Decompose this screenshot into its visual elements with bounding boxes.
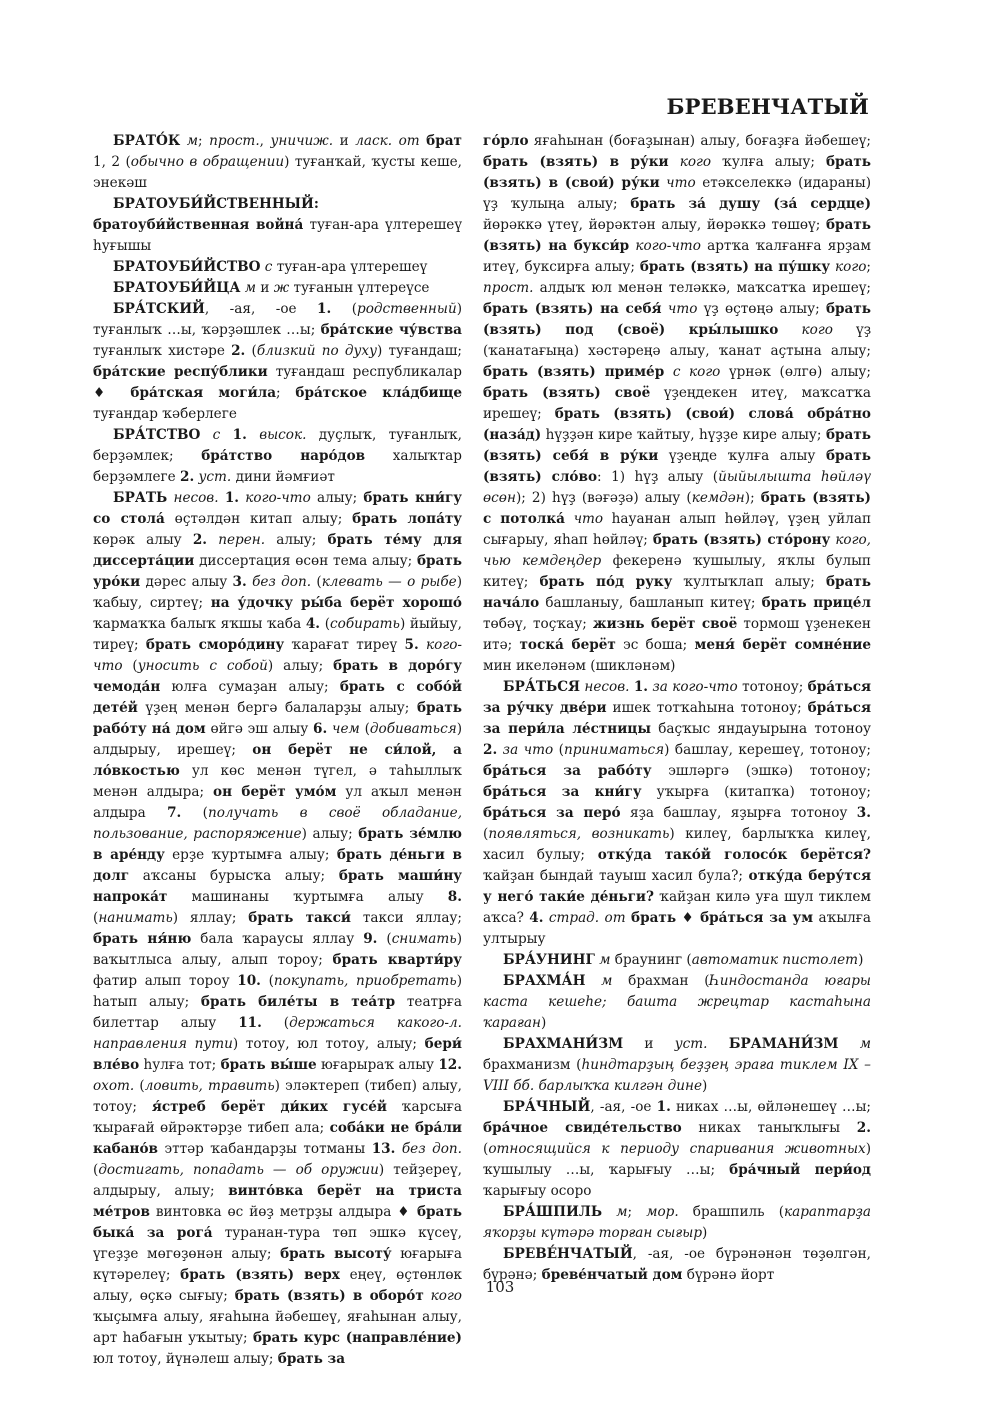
dictionary-entry: БРА́ЧНЫЙ, -ая, -ое 1. никах …ы, өйләнешеү …ы; бра́чное свиде́тельство никах таныҡлығы 2. (относящийся к периоду спаривания животных) ҡушылыу …ы, ҡарығыу …ы; бра́чный пери́од ҡарығыу осоро — [483, 1099, 871, 1199]
dictionary-entry: БРАТОУБИ́ЙЦА м и ж туғанын үлтереүсе — [113, 280, 430, 296]
dictionary-entry: БРЕВЕ́НЧАТЫЙ, -ая, -ое бүрәнәнән төҙөлгән, бүрәнә; бреве́нчатый дом бүрәнә йорт — [483, 1246, 871, 1283]
dictionary-entry: БРА́ТСТВО с 1. высок. дуҫлыҡ, туғанлыҡ, берҙәмлек; бра́тство наро́дов халыҡтар берҙәмлеге 2. уст. дини йәмғиәт — [93, 427, 462, 485]
left-column — [93, 131, 462, 1370]
dictionary-entry: БРАТО́К м; прост., уничиж. и ласк. от брат 1, 2 (обычно в обращении) туғанҡай, ҡусты кеше, энекәш — [93, 133, 462, 191]
right-column — [483, 131, 871, 1286]
dictionary-entry: БРАТОУБИ́ЙСТВЕННЫЙ: братоуби́йственная война́ туған-ара үлтерешеү һуғышы — [93, 196, 462, 254]
dictionary-entry: БРАТЬ несов. 1. кого-что алыу; брать кни́гу со стола́ өҫтәлдән китап алыу; брать лопа́ту көрәк алыу 2. перен. алыу; брать те́му для диссерта́ции диссертация өсөн тема алыу; брать уро́ки дәрес алыу 3. без доп. (клевать — о рыбе) ҡабыу, сиртеү; на у́дочку ры́ба берёт хорошо́ ҡармаҡҡа балыҡ яҡшы ҡаба 4. (собирать) йыйыу, тиреү; брать сморо́дину ҡарағат тиреү 5. кого-что (уносить с собой) алыу; брать в доро́гу чемода́н юлға сумаҙан алыу; брать с собо́й дете́й үҙең менән бергә балаларҙы алыу; брать рабо́ту на́ дом өйгә эш алыу 6. чем (добиваться) алдырыу, ирешеү; он берёт не си́лой, а ло́вкостью ул көс менән түгел, ә таһыллыҡ менән алдыра; он берёт умо́м ул аҡыл менән алдыра 7. (получать в своё обладание, пользование, распоряжение) алыу; брать зе́млю в аре́нду ерҙе ҡуртымға алыу; брать де́ньги в долг аҡсаны бурысҡа алыу; брать маши́ну напрока́т машинаны ҡуртымға алыу 8. (нанимать) яллау; брать такси́ такси яллау; брать ня́ню бала ҡараусы яллау 9. (снимать) ваҡытлыса алыу, алып тороу; брать кварти́ру фатир алып тороу 10. (покупать, приобретать) һатып алыу; брать биле́ты в теа́тр театрға билеттар алыу 11. (держаться какого-л. направления пути) тотоу, юл тотоу, алыу; бери́ вле́во һулға тот; брать вы́ше юғарыраҡ алыу 12. охот. (ловить, травить) эләктереп (тибеп) алыу, тотоу; я́стреб берёт ди́ких гусе́й ҡарсыға ҡырағай өйрәктәрҙе тибеп ала; соба́ки не бра́ли кабано́в эттәр ҡабандарҙы тотманы 13. без доп. (достигать, попадать — об оружии) тейҙереү, алдырыу, алыу; винто́вка берёт на триста ме́тров винтовка өс йөҙ метрҙы алдыра ♦ брать быка́ за рога́ туранан-тура төп эшкә күсеү, үгеҙҙе мөгөҙөнән алыу; брать высоту́ юғарыға күтәрелеү; брать (взять) верх еңеү, өҫтөнлөк алыу, өҫкә сығыу; брать (взять) в оборо́т кого ҡыҫымға алыу, яғаһына йәбешеү, яғаһынан алыу, арт һабағын уҡытыу; брать курс (направле́ние) юл тотоу, йүнәлеш алыу; брать за — [93, 490, 463, 1367]
dictionary-entry: БРАТОУБИ́ЙСТВО с туған-ара үлтерешеү — [113, 259, 428, 275]
running-head: БРЕВЕНЧАТЫЙ — [666, 94, 869, 119]
dictionary-entry: БРАХМА́Н м брахман (Һиндостанда юғары каста кешеһе; башта жрецтар кастаһына ҡараған) — [483, 973, 872, 1031]
dictionary-entry: БРА́УНИНГ м браунинг (автоматик пистолет) — [503, 952, 864, 968]
dictionary-entry: БРА́ТЬСЯ несов. 1. за кого-что тотоноу; бра́ться за ру́чку две́ри ишек тотҡаһына тотоноу; бра́ться за пери́ла ле́стницы баҫҡыс яндауырына тотоноу 2. за что (приниматься) башлау, керешеү, тотоноу; бра́ться за рабо́ту эшләргә (эшкә) тотоноу; бра́ться за кни́гу уҡырға (китапҡа) тотоноу; бра́ться за перо́ яҙа башлау, яҙырға тотоноу 3. (появляться, возникать) килеү, барлыҡҡа килеү, хасил булыу; отку́да тако́й голосо́к берётся? ҡайҙан бындай тауыш хасил була?; отку́да беру́тся у него́ таки́е де́ньги? ҡайҙан килә уға шул тиклем аҡса? 4. страд. от брать ♦ бра́ться за ум аҡылға ултырыу — [483, 679, 872, 947]
dictionary-entry: го́рло яғаһынан (боғаҙынан) алыу, боғаҙға йәбешеү; брать (взять) в ру́ки кого ҡулға алыу; брать (взять) в (свои́) ру́ки что етәкселеккә (идараны) үҙ ҡулыңа алыу; брать за́ душу (за́ сердце) йөрәккә үтеү, йөрәктән алыу, йөрәккә төшөү; брать (взять) на букси́р кого-что артҡа ҡалғанға ярҙам итеү, буксирға алыу; брать (взять) на пу́шку кого; прост. алдыҡ юл менән теләккә, маҡсатҡа ирешеү; брать (взять) на себя́ что үҙ өҫтөңә алыу; брать (взять) под (своё) кры́лышко кого үҙ (ҡанатағыңа) хәстәреңә алыу, ҡанат аҫтына алыу; брать (взять) приме́р с кого үрнәк (өлгө) алыу; брать (взять) своё үҙеңдекен итеү, маҡсатҡа ирешеү; брать (взять) (свои́) слова́ обра́тно (наза́д) һүҙҙән кире ҡайтыу, һүҙҙе кире алыу; брать (взять) себя́ в ру́ки үҙеңде ҡулға алыу брать (взять) сло́во: 1) һүҙ алыу (йыйылышта һөйләү өсөн); 2) һүҙ (вәғәҙә) алыу (кемдән); брать (взять) с потолка́ что һауанан алып һөйләү, үҙең уйлап сығарыу, яһап һөйләү; брать (взять) сто́рону кого, чью кемдеңдер фекеренә ҡушылыу, яҡлы булып китеү; брать по́д руку ҡултыҡлап алыу; брать нача́ло башланыу, башланып китеү; брать прице́л төбәү, тоҫҡау; жизнь берёт своё тормош үҙенекен итә; тоска́ берёт эс боша; меня́ берёт сомне́ние мин икеләнәм (шикләнәм) — [483, 133, 872, 674]
dictionary-entry: БРА́ШПИЛЬ м; мор. брашпиль (караптарҙа яҡорҙы күтәрә торған сығыр) — [483, 1204, 871, 1241]
dictionary-entry: БРАХМАНИ́ЗМ и уст. БРАМАНИ́ЗМ м брахманизм (һиндтарҙың беҙҙең эраға тиклем IX – VIII бб. барлыҡҡа килгән дине) — [483, 1036, 871, 1094]
dictionary-entry: БРА́ТСКИЙ, -ая, -ое 1. (родственный) туғанлыҡ …ы, ҡәрҙәшлек …ы; бра́тские чу́вства туғанлыҡ хистәре 2. (близкий по духу) туғандаш; бра́тские респу́блики туғандаш республикалар ♦ бра́тская моги́ла; бра́тское кла́дбище туғандар ҡәберлеге — [93, 301, 463, 422]
page-number: 103 — [485, 1278, 515, 1296]
